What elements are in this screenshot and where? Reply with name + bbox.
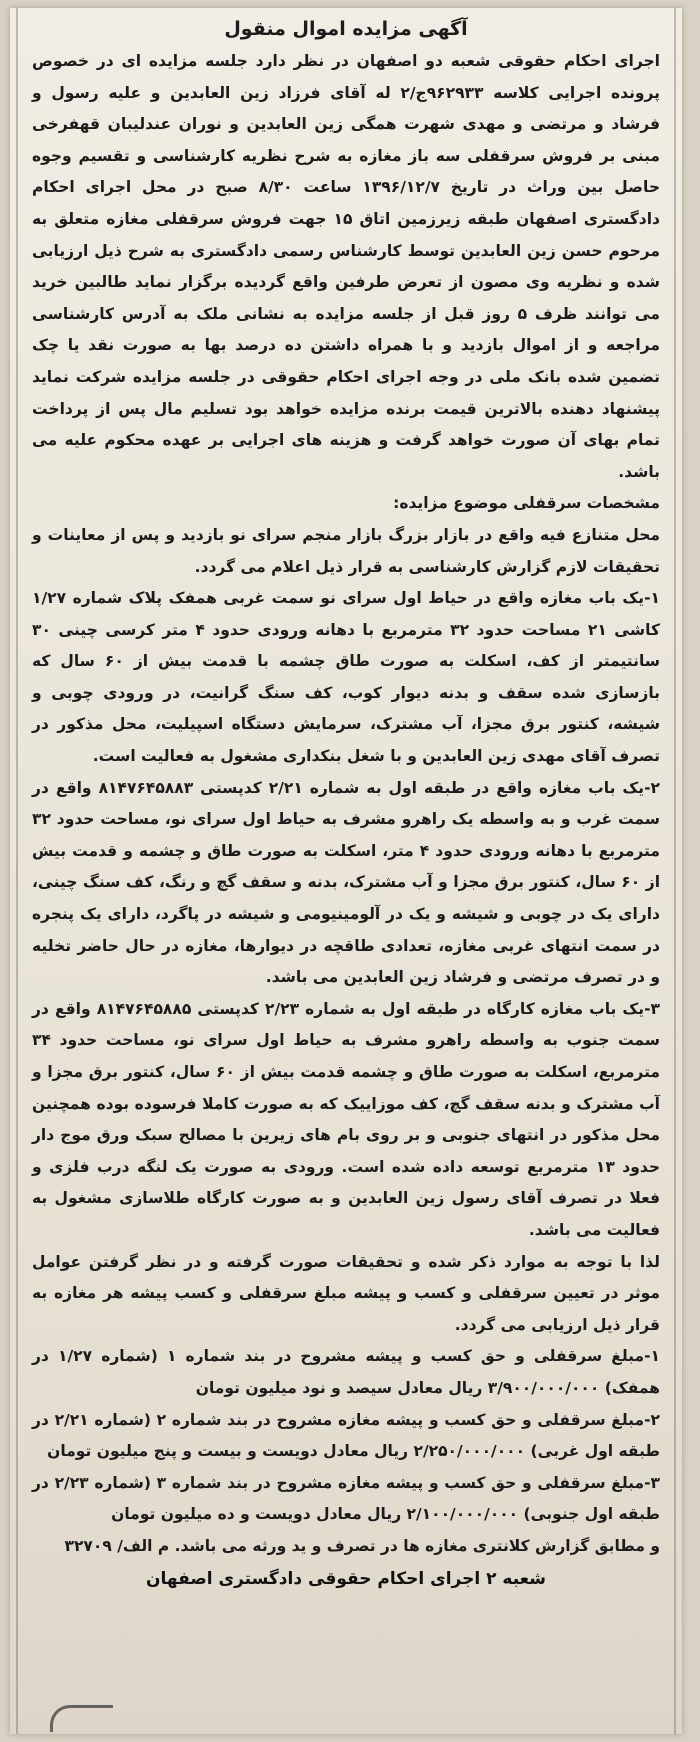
specs-heading: مشخصات سرقفلی موضوع مزایده: xyxy=(393,494,660,513)
notice-body xyxy=(32,14,660,1589)
conclusion-paragraph: لذا با توجه به موارد ذکر شده و تحقیقات صورت گرفته و در نظر گرفتن عوامل موثر در تعیین سرقفلی و کسب و پیشه مبلغ سرقفلی و کسب پیشه هر مغازه به قرار ذیل ارزیابی می گردد. xyxy=(32,1252,660,1334)
stamp-mark-icon xyxy=(50,1705,113,1732)
item-2-paragraph: ۲-یک باب مغازه واقع در طبقه اول به شماره ۲/۲۱ کدپستی ۸۱۴۷۶۴۵۸۸۳ واقع در سمت غرب و به واسطه یک راهرو مشرف به حیاط اول سرای نو، مساحت حدود ۳۲ مترمربع با دهانه ورودی حدود ۴ متر، اسکلت به صورت طاق و چشمه و قدمت بیش از ۶۰ سال، کنتور برق مجزا و آب مشترک، بدنه و سقف گچ و رنگ، کف سنگ چینی، دارای یک در چوبی و شیشه و یک در آلومینیومی و شیشه در پاگرد، دارای یک پنجره در سمت انتهای غربی مغازه، تعدادی طاقچه در دیوارها، مغازه در حال حاضر تخلیه و در تصرف مرتضی و فرشاد زین العابدین می باشد. xyxy=(32,778,661,987)
price-1: ۱-مبلغ سرقفلی و حق کسب و پیشه مشروح در بند شماره ۱ (شماره ۱/۲۷ در همفک) ۳/۹۰۰/۰۰۰/۰۰۰ ریال معادل سیصد و نود میلیون تومان xyxy=(32,1347,661,1397)
notice-title: آگهی مزایده اموال منقول xyxy=(224,18,468,40)
closing-line: و مطابق گزارش کلانتری مغازه ها در تصرف و ید ورثه می باشد. م الف/ ۳۲۷۰۹ xyxy=(64,1536,660,1555)
intro-paragraph: اجرای احکام حقوقی شعبه دو اصفهان در نظر دارد جلسه مزایده ای در خصوص پرونده اجرایی کلاسه ۹۶۲۹۳۳ج/۲ له آقای فرزاد زین العابدین و علیه رسول و فرشاد و مرتضی و مهدی شهرت همگی زین العابدین و نوران عندلیبان قهفرخی مبنی بر فروش سرقفلی سه باز مغازه به شرح نظریه کارشناسی و تقسیم وجوه حاصل بین وراث در تاریخ ۱۳۹۶/۱۲/۷ ساعت ۸/۳۰ صبح در محل اجرای احکام دادگستری اصفهان طبقه زیرزمین اتاق ۱۵ جهت فروش سرقفلی مغازه متعلق به مرحوم حسن زین العابدین توسط کارشناس رسمی دادگستری به شرح ذیل ارزیابی شده و نظریه وی مصون از تعرض طرفین واقع گردیده برگزار نماید طالبین خرید می توانند ظرف ۵ روز قبل از جلسه مزایده به نشانی ملک به آدرس کارشناسی مراجعه و از اموال بازدید و با همراه داشتن ده درصد بها به صورت نقد یا چک تضمین شده بانک ملی در وجه اجرای احکام حقوقی در جلسه مزایده شرکت نماید پیشنهاد دهنده بالاترین قیمت برنده مزایده خواهد بود تسلیم مال پس از پرداخت تمام بهای آن صورت خواهد گرفت و هزینه های اجرایی بر عهده محکوم علیه می باشد. xyxy=(32,52,661,481)
item-1-paragraph: ۱-یک باب مغازه واقع در حیاط اول سرای نو سمت غربی همفک پلاک شماره ۱/۲۷ کاشی ۲۱ مساحت حدود ۳۲ مترمربع با دهانه ورودی حدود ۴ متر کرسی چینی ۳۰ سانتیمتر از کف، اسکلت به صورت طاق چشمه با قدمت بیش از ۶۰ سال که بازسازی شده سقف و بدنه دیوار کوب، کف سنگ گرانیت، در ورودی چوبی و شیشه، کنتور برق مجزا، آب مشترک، سرمایش دستگاه اسپیلیت، محل مذکور در تصرف آقای مهدی زین العابدین و با شغل بنکداری مشغول به فعالیت است. xyxy=(32,589,661,766)
newspaper-clipping xyxy=(10,8,682,1734)
column-rule-right xyxy=(674,8,676,1734)
price-2: ۲-مبلغ سرقفلی و حق کسب و پیشه مغازه مشروح در بند شماره ۲ (شماره ۲/۲۱ در طبقه اول غربی) ۲/۲۵۰/۰۰۰/۰۰۰ ریال معادل دویست و بیست و پنج میلیون تومان xyxy=(32,1410,661,1461)
item-3-paragraph: ۳-یک باب مغازه کارگاه در طبقه اول به شماره ۲/۲۳ کدپستی ۸۱۴۷۶۴۵۸۸۵ واقع در سمت جنوب به واسطه راهرو مشرف به حیاط اول سرای نو، مساحت حدود ۳۴ مترمربع، اسکلت به صورت طاق و چشمه قدمت بیش از ۶۰ سال، کنتور برق مجزا و آب مشترک و بدنه سقف گچ، کف موزاییک که به صورت کاملا فرسوده بوده همچنین محل مذکور در انتهای جنوبی و بر روی بام های زیرین با مصالح سبک ورق موج دار حدود ۱۳ مترمربع توسعه داده شده است. ورودی به صورت یک لنگه درب فلزی و فعلا در تصرف آقای رسول زین العابدین و به صورت کارگاه طلاسازی مشغول به فعالیت می باشد. xyxy=(32,999,661,1239)
issuer-footer: شعبه ۲ اجرای احکام حقوقی دادگستری اصفهان xyxy=(146,1568,546,1589)
price-3: ۳-مبلغ سرقفلی و حق کسب و پیشه مغازه مشروح در بند شماره ۳ (شماره ۲/۲۳ در طبقه اول جنوبی) ۲/۱۰۰/۰۰۰/۰۰۰ ریال معادل دویست و ده میلیون تومان xyxy=(32,1473,661,1524)
column-rule-left xyxy=(16,8,18,1734)
location-paragraph: محل متنازع فیه واقع در بازار بزرگ بازار منجم سرای نو بازدید و پس از معاینات و تحقیقات لازم گزارش کارشناسی به قرار ذیل اعلام می گردد. xyxy=(32,525,660,576)
